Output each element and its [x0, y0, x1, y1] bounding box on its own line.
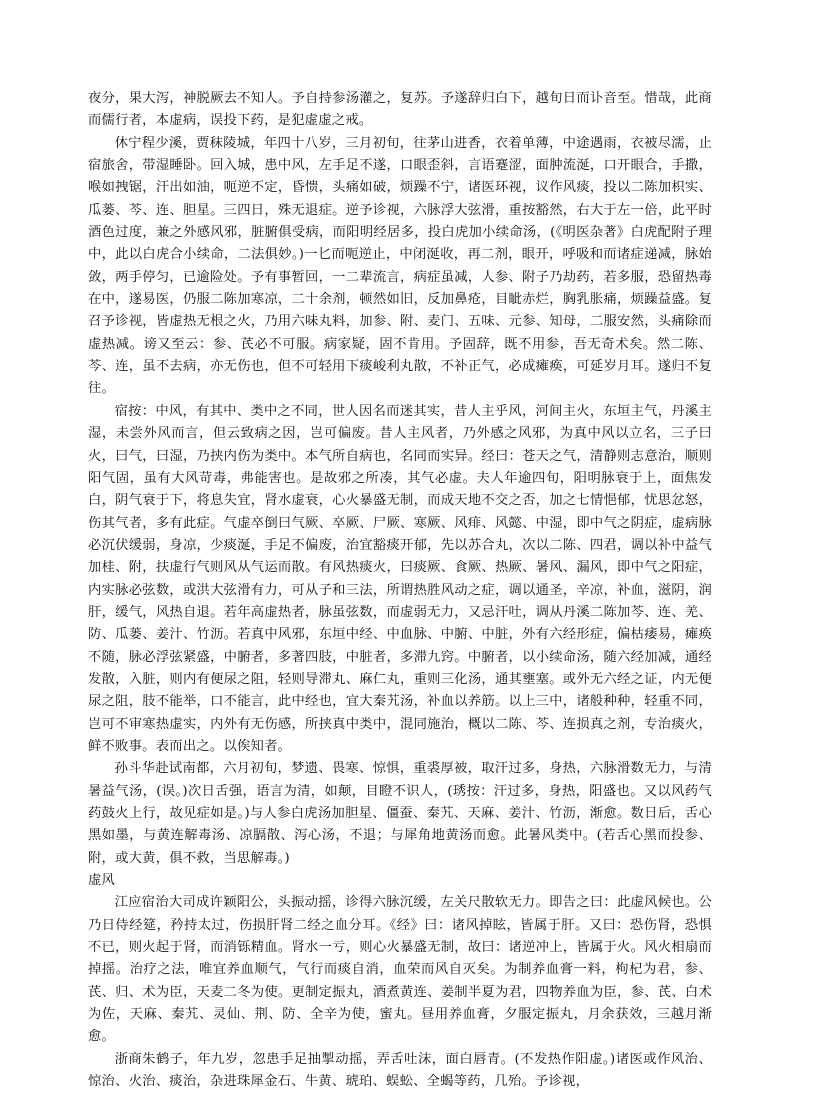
- paragraph: 宿按：中风，有其中、类中之不同，世人因名而迷其实，昔人主乎风，河间主火，东垣主气，丹溪主湿，未尝外风而言，但云致病之因，岂可偏废。昔人主风者，乃外感之风邪，为真中风以立名，三子曰火，曰气，曰湿，乃挟内伤为类中。本气所自病也，名同而实异。经曰：苍天之气，清静则志意治，顺则阳气固，虽有大风苛毒，弗能害也。是故邪之所凑，其气必虚。夫人年逾四旬，阳明脉衰于上，面焦发白，阴气衰于下，将息失宜，肾水虚衰，心火暴盛无制，而成天地不交之否，加之七情悒郁，忧思忿怒，伤其气者，多有此症。气虚卒倒曰气厥、卒厥、尸厥、寒厥、风痱、风懿、中湿，即中气之阴症，虚病脉必沉伏缓弱，身凉，少痰涎，手足不偏废，治宜豁痰开郁，先以苏合丸，次以二陈、四君，调以补中益气加桂、附，扶虚行气则风从气运而散。有风热痰火，曰痰厥、食厥、热厥、暑风、漏风，即中气之阳症，内实脉必弦数，或洪大弦滑有力，可从子和三法，所谓热胜风动之症，调以通圣，辛凉，补血，滋阴，润肝，缓气，风热自退。若年高虚热者，脉虽弦数，而虚弱无力，又忌汗吐，调从丹溪二陈加芩、连、羌、防、瓜蒌、姜汁、竹沥。若真中风邪，东垣中经、中血脉、中腑、中脏，外有六经形症，偏枯痿易，瘫痪不随，脉必浮弦紧盛，中腑者，多著四肢，中脏者，多滞九窍。中腑者，以小续命汤，随六经加减，通经发散，入脏，则内有便尿之阻，轻则导滞丸、麻仁丸，重则三化汤，通其壅塞。或外无六经之证，内无便尿之阻，肢不能举，口不能言，此中经也，宜大秦艽汤，补血以养筋。以上三中，诸般种种，轻重不同，岂可不审寒热虚实，内外有无伤感，所挟真中类中，混同施治，概以二陈、芩、连损真之剂，专治痰火，鲜不败事。表而出之。以俟知者。: [88, 403, 712, 754]
- paragraph: 夜分，果大泻，神脱厥去不知人。予自持参汤灌之，复苏。予遂辞归白下，越旬日而讣音至。惜哉，此商而儒行者，本虚病，误投下药，是犯虚虚之戒。: [88, 91, 712, 129]
- section-heading: 虚风: [88, 873, 116, 889]
- paragraph: 孙斗华赴试南都，六月初旬，梦遗、畏寒、惊惧，重裘厚被，取汗过多，身热，六脉滑数无力，与清暑益气汤，(误。)次日舌强，语言为清，如颠，目瞪不识人，(琇按：汗过多，身热，阳盛也。又以风药气药鼓火上行，故见症如是。)与人参白虎汤加胆星、僵蚕、秦艽、天麻、姜汁、竹沥，渐愈。数日后，舌心黑如墨，与黄连解毒汤、凉膈散、泻心汤，不退；与犀角地黄汤而愈。此暑风类中。(若舌心黑而投参、附，或大黄，俱不救，当思解毒。): [88, 761, 712, 866]
- paragraph: 休宁程少溪，贾秣陵城，年四十八岁，三月初旬，往茅山进香，衣着单薄，中途遇雨，衣被尽濡，止宿旅舍，带湿睡卧。回入城，患中风，左手足不遂，口眼歪斜，言语蹇涩，面肿流涎，口开眼合，手撒，喉如拽锯，汗出如油，呃逆不定，昏愦，头痛如破，烦躁不宁，诸医环视，议作风痰，投以二陈加枳实、瓜蒌、芩、连、胆星。三四日，殊无退症。逆予诊视，六脉浮大弦滑，重按豁然，右大于左一倍，此平时酒色过度，兼之外感风邪，脏腑俱受病，而阳明经居多，投白虎加小续命汤，(《明医杂著》白虎配附子理中，此以白虎合小续命，二法俱妙。)一匕而呃逆止，中闭涎收，再二剂，眼开，呼吸和而诸症递减，脉始敛，两手停匀，已逾险处。予有事暂回，一二辈流言，病症虽减，人参、附子乃劫药，若多服，恐留热毒在中，遂易医，仍服二陈加寒凉，二十余剂，顿然如旧，反加鼻疮，目眦赤烂，胸乳胀痛，烦躁益盛。复召予诊视，皆虚热无根之火，乃用六味丸料，加参、附、麦门、五味、元参、知母，二服安然，头痛除而虚热减。谤又至云：参、芪必不可服。病家疑，固不肯用。予固辞，既不用参，吾无奇术矣。然二陈、芩、连，虽不去病，亦无伤也，但不可轻用下痰峻利丸散，不补正气，必成瘫痪，可延岁月耳。遂归不复往。: [88, 135, 712, 397]
- paragraph: 江应宿治大司成许颖阳公，头振动摇，诊得六脉沉缓，左关尺散软无力。即告之曰：此虚风候也。公乃日侍经筵，矜持太过，伤损肝肾二经之血分耳。《经》曰：诸风掉眩，皆属于肝。又曰：恐伤肾，恐惧不已，则火起于肾，而消铄精血。肾水一亏，则心火暴盛无制，故曰：诸逆冲上，皆属于火。风火相扇而掉摇。治疗之法，唯宜养血顺气，气行而痰自消，血荣而风自灭矣。为制养血膏一料，枸杞为君，参、芪、归、术为臣，天麦二冬为使。更制定振丸，酒煮黄连、姜制半夏为君，四物养血为臣，参、芪、白术为佐，天麻、秦艽、灵仙、荆、防、全辛为使，蜜丸。昼用养血膏，夕服定振丸，月余获效，三越月渐愈。: [88, 895, 712, 1045]
- paragraph: 浙商朱鹤子，年九岁，忽患手足抽掣动摇，弄舌吐沫，面白唇青。(不发热作阳虚。)诸医或作风治、惊治、火治、痰治，杂进珠犀金石、牛黄、琥珀、蜈蚣、全蝎等药，几殆。予诊视，: [88, 1051, 712, 1090]
- document-page: [88, 88, 712, 1093]
